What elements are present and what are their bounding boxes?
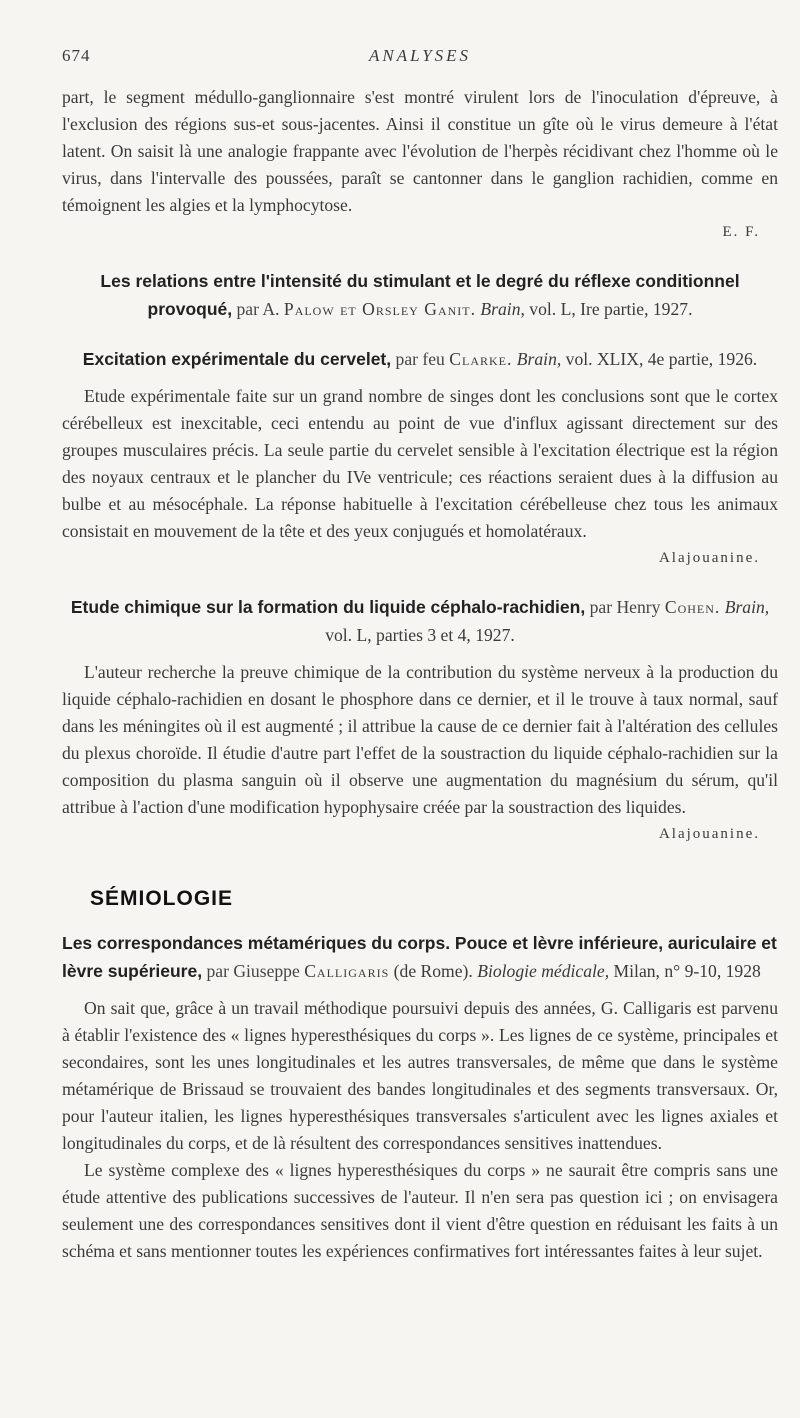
article-1-title: Les relations entre l'intensité du stimulant et le degré du réflexe conditionnel provoqué,	[100, 271, 740, 319]
section-article	[62, 929, 778, 1265]
section-article-journal: Biologie médicale,	[472, 961, 610, 981]
article-1-journal: Brain,	[476, 299, 525, 319]
section-article-affiliation: (de Rome).	[389, 961, 473, 981]
article-2-heading	[62, 345, 778, 373]
section-paragraph-2: Le système complexe des « lignes hyperesthésiques du corps » ne saurait être compris sans une étude attentive des publications successives de l'auteur. Il n'en sera pas question ici ; on envisagera seulement une des correspondances sensitives dont il vient d'être question en réduisant les faits à un schéma et sans mentionner toutes les expériences confirmatives fort intéressantes faites à leur sujet.	[62, 1160, 778, 1261]
article-2-signature: Alajouanine.	[658, 550, 760, 566]
intro-paragraph: part, le segment médullo-ganglionnaire s'est montré virulent lors de l'inoculation d'épreuve, à l'exclusion des régions sus-et sous-jacentes. Ainsi il constitue un gîte où le virus demeure à l'état latent. On saisit là une analogie frappante avec l'évolution de l'herpès récidivant chez l'homme où le virus, dans l'intervalle des poussées, paraît se cantonner dans le ganglion rachidien, comme en témoignent les algies et la lymphocytose.	[62, 87, 778, 215]
article-1-reference: vol. L, Ire partie, 1927.	[524, 299, 693, 319]
section-paragraph-1: On sait que, grâce à un travail méthodique poursuivi depuis des années, G. Calligaris est parvenu à établir l'existence des « lignes hyperesthésiques du corps ». Les lignes de ce système, principales et secondaires, sont les unes longitudinales et les autres transversales, de même que dans le système métamérique de Brissaud se trouvaient des bandes longitudinales et des segments transversaux. Or, pour l'auteur italien, les lignes hyperesthésiques transversales s'articulent avec les lignes axiales et longitudinales du corps, et de là résultent des correspondances sensitives inattendues.	[62, 998, 778, 1153]
section-article-byline: par Giuseppe	[202, 961, 305, 981]
article-3	[62, 593, 778, 847]
article-1-byline: par A.	[232, 299, 284, 319]
article-1	[62, 267, 778, 323]
page-number: 674	[62, 46, 91, 65]
article-3-journal: Brain,	[720, 597, 770, 617]
article-3-body: L'auteur recherche la preuve chimique de la contribution du système nerveux à la production du liquide céphalo-rachidien en dosant le phosphore dans ce dernier, et il le trouve à taux normal, sauf dans les méningites où il est augmenté ; il attribue la cause de ce dernier fait à l'altération des cellules du plexus choroïde. Il étudie d'autre part l'effet de la soustraction du liquide céphalo-rachidien sur la composition du plasma sanguin où il observe une augmentation du magnésium du sérum, qu'il attribue à l'action d'une modification hypophysaire créée par la soustraction des liquides.	[62, 662, 778, 817]
article-2-authors: Clarke.	[449, 349, 513, 369]
section-article-reference: Milan, n° 9-10, 1928	[609, 961, 761, 981]
article-3-heading	[62, 593, 778, 649]
article-1-heading	[62, 267, 778, 323]
intro-block	[62, 84, 778, 245]
article-3-signature: Alajouanine.	[658, 826, 760, 842]
section-article-title: Les correspondances métamériques du corps. Pouce et lèvre inférieure, auriculaire et lèvre supérieure,	[62, 933, 777, 981]
article-3-authors: Cohen.	[664, 597, 721, 617]
article-2-body: Etude expérimentale faite sur un grand nombre de singes dont les conclusions sont que le cortex cérébelleux est inexcitable, ceci entendu au point de vue d'influx agissant directement sur des groupes musculaires précis. La seule partie du cervelet sensible à l'excitation électrique est la région des noyaux centraux et le plancher du IVe ventricule; ces réactions seraient dues à la diffusion au bulbe et au mésocéphale. La réponse habituelle à l'excitation cérébelleuse chez tous les animaux consistait en mouvement de la tête et des yeux conjugués et homolatéraux.	[62, 386, 778, 541]
page-header	[62, 46, 778, 76]
article-2-reference: vol. XLIX, 4e partie, 1926.	[561, 349, 758, 369]
section-title: SÉMIOLOGIE	[90, 887, 234, 910]
section-article-heading	[62, 929, 778, 985]
article-3-byline: par Henry	[585, 597, 665, 617]
article-2-journal: Brain,	[512, 349, 562, 369]
article-3-reference: vol. L, parties 3 et 4, 1927.	[325, 625, 515, 645]
article-2-title: Excitation expérimentale du cervelet,	[82, 349, 392, 369]
article-2-byline: par feu	[391, 349, 450, 369]
article-1-authors: Palow et Orsley Ganit.	[283, 299, 477, 319]
running-head: ANALYSES	[368, 46, 472, 65]
section-article-authors: Calligaris	[304, 961, 390, 981]
article-3-title: Etude chimique sur la formation du liquide céphalo-rachidien,	[70, 597, 586, 617]
article-2	[62, 345, 778, 571]
intro-signature: E. F.	[722, 224, 760, 240]
